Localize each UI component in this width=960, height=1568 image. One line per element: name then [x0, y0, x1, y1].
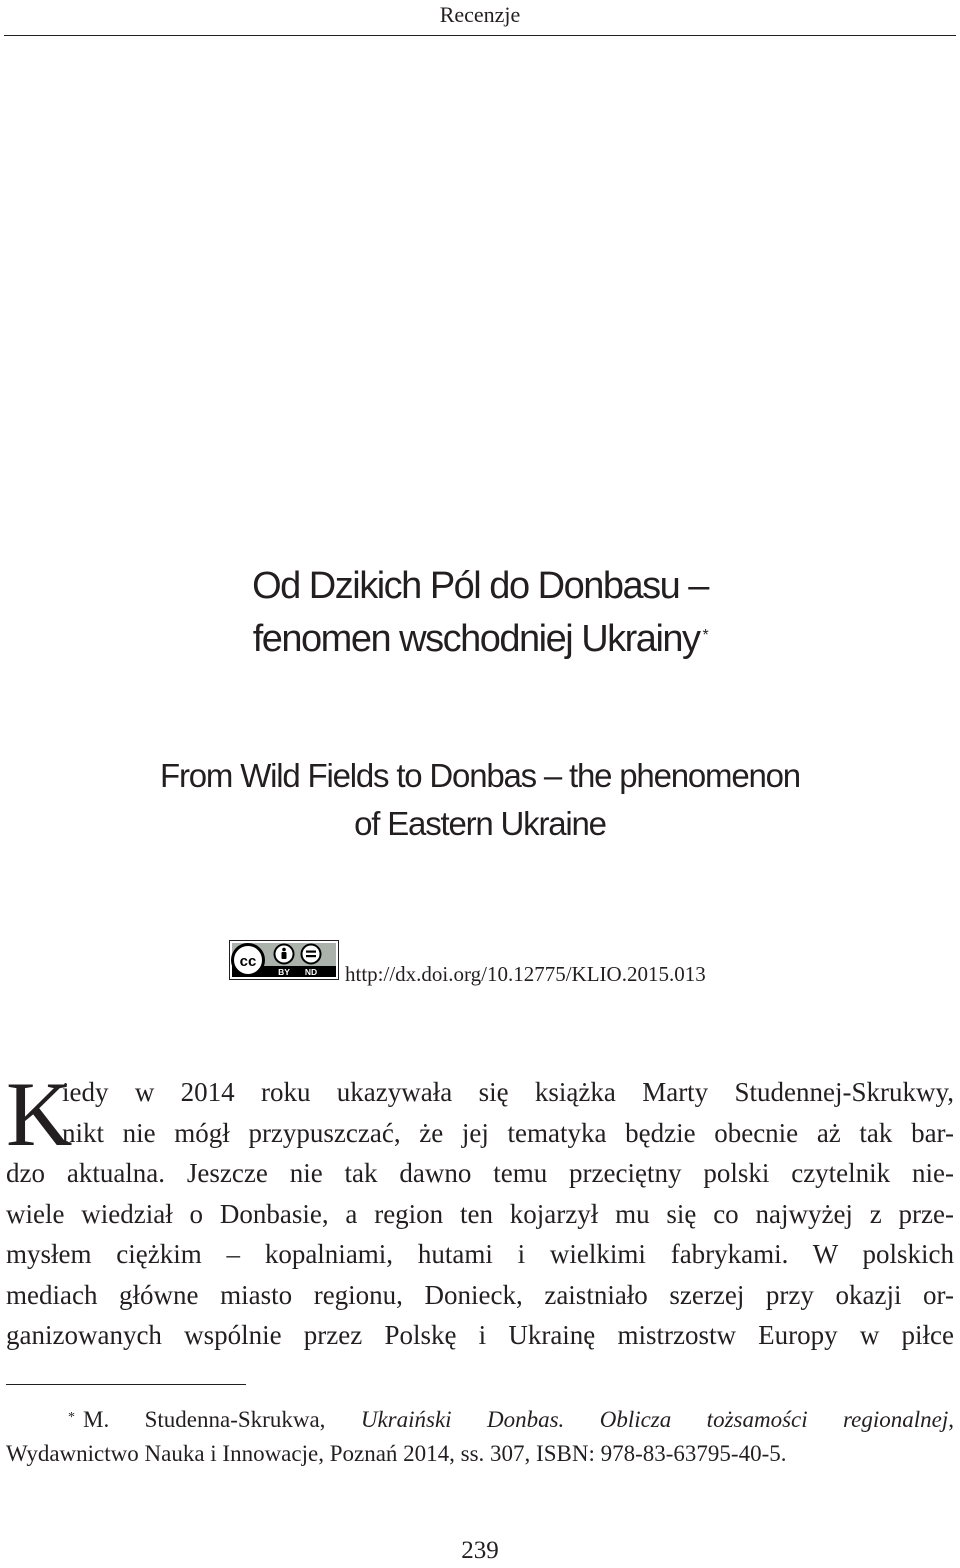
- body-line-1: iedy w 2014 roku ukazywała się książka Marty Studennej-Skrukwy,: [62, 1077, 954, 1107]
- title-en-line-2: of Eastern Ukraine: [354, 805, 606, 842]
- nd-label: ND: [304, 967, 318, 977]
- title-pl-line-1: Od Dzikich Pól do Donbasu –: [252, 565, 708, 607]
- footnote-line-1: [6, 1403, 954, 1437]
- title-footnote-mark: *: [702, 627, 708, 644]
- footnote-mark: *: [68, 1410, 75, 1425]
- body-line-4: wiele wiedział o Donbasie, a region ten kojarzył mu się co najwyżej z prze-: [6, 1198, 954, 1229]
- running-head: Recenzje: [439, 2, 521, 27]
- body-line-3: dzo aktualna. Jeszcze nie tak dawno temu przeciętny polski czytelnik nie-: [6, 1158, 954, 1188]
- article-title-polish: [0, 560, 960, 666]
- doi-link[interactable]: http://dx.doi.org/10.12775/KLIO.2015.013: [345, 962, 706, 986]
- body-line-5: mysłem ciężkim – kopalniami, hutami i wielkimi fabrykami. W polskich: [6, 1239, 954, 1269]
- cc-label: cc: [239, 953, 257, 970]
- title-pl-line-2-text: fenomen wschodniej Ukrainy: [252, 618, 700, 660]
- footnote-author: M. Studenna-Skrukwa,: [83, 1407, 326, 1432]
- by-label: BY: [278, 967, 290, 977]
- footnote-book-title: Ukraiński Donbas. Oblicza tożsamości regionalnej: [360, 1407, 949, 1432]
- article-body: [6, 1063, 954, 1356]
- footnote: [6, 1403, 954, 1471]
- title-en-line-1: From Wild Fields to Donbas – the phenomenon: [160, 757, 800, 794]
- footnote-line-1-end: ,: [948, 1407, 954, 1432]
- article-title-english: [0, 752, 960, 848]
- footnote-line-2: Wydawnictwo Nauka i Innowacje, Poznań 2014, ss. 307, ISBN: 978-83-63795-40-5.: [6, 1441, 787, 1466]
- title-pl-line-2: [0, 613, 960, 666]
- drop-cap: K: [6, 1063, 73, 1165]
- cc-by-nd-license-icon[interactable]: [229, 940, 339, 980]
- body-line-6: mediach główne miasto regionu, Donieck, zaistniało szerzej przy okazji or-: [6, 1279, 954, 1310]
- body-line-7: ganizowanych wspólnie przez Polskę i Ukrainę mistrzostw Europy w piłce: [6, 1320, 954, 1350]
- body-line-2: nikt nie mógł przypuszczać, że jej tematyka będzie obecnie aż tak bar-: [62, 1117, 954, 1148]
- header-rule: [4, 35, 956, 36]
- footnote-rule: [6, 1384, 246, 1385]
- page-number: 239: [461, 1537, 499, 1564]
